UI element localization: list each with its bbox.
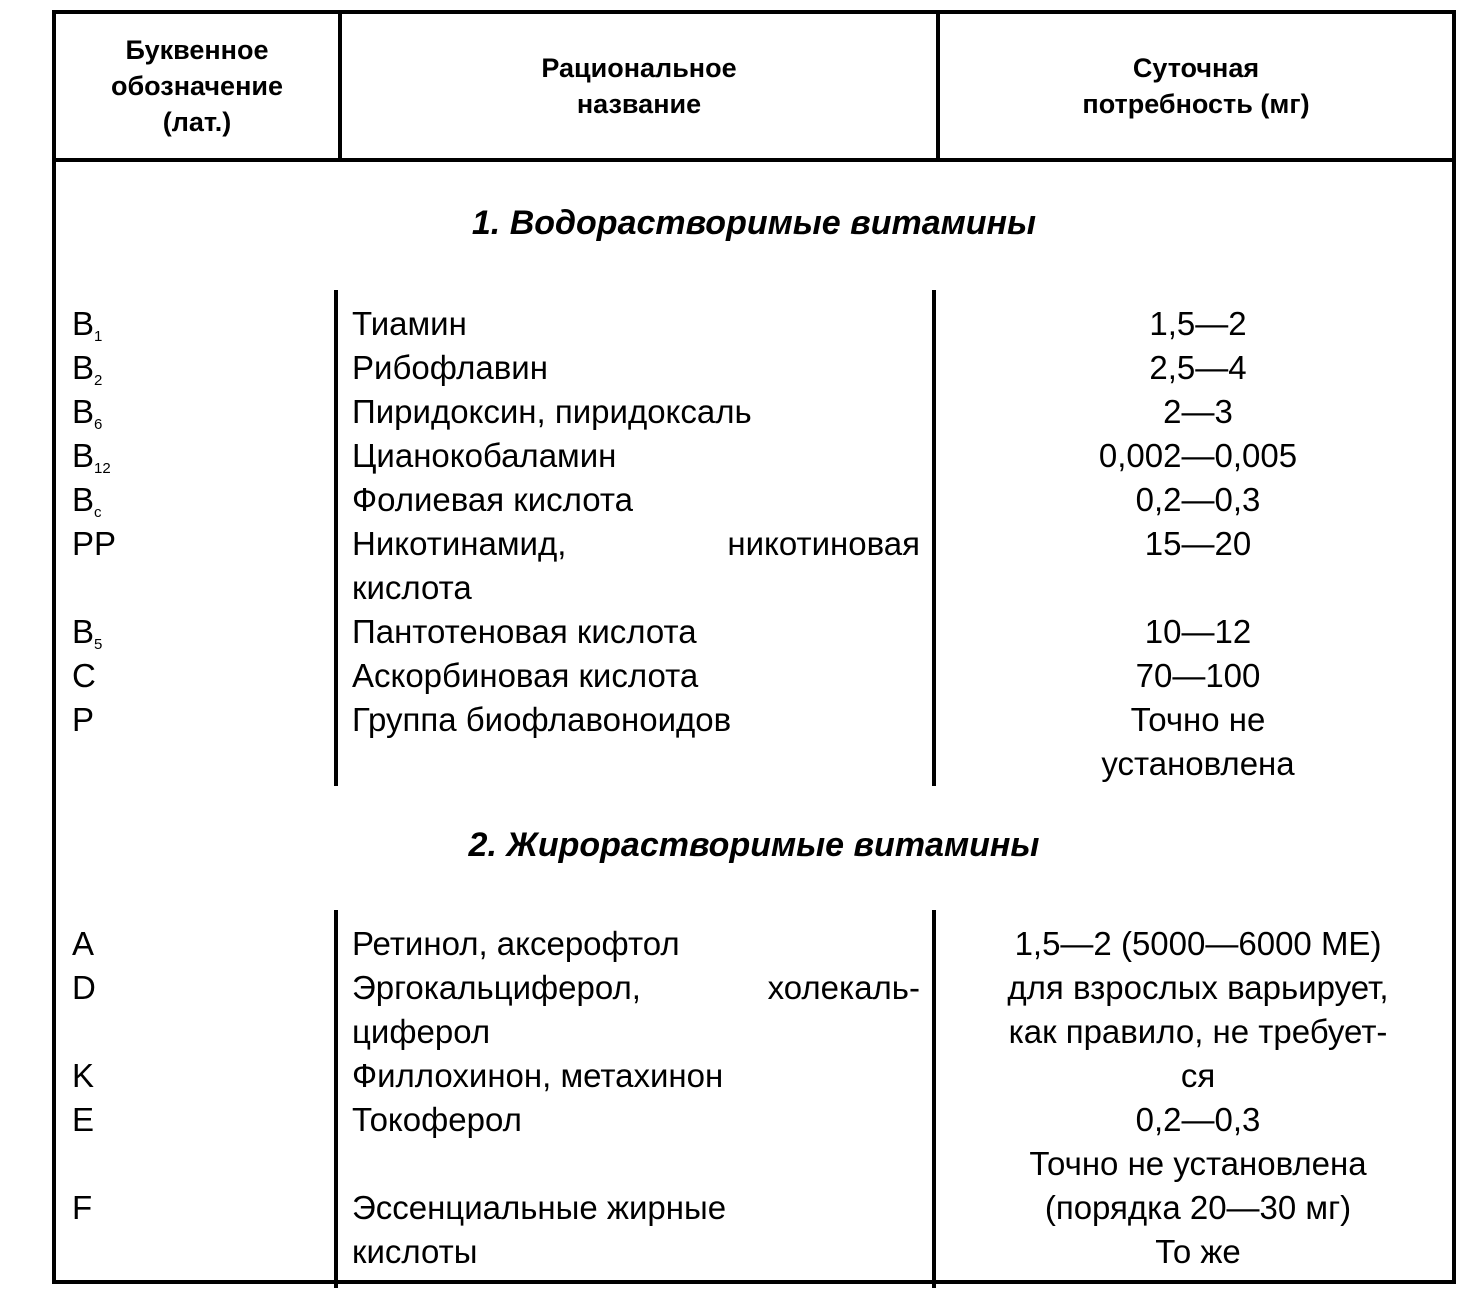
vitamin-table [52, 10, 1456, 1284]
daily-dose: 0,2—0,3 [1135, 1101, 1261, 1138]
table-row [56, 478, 1452, 522]
daily-dose-line: установлена [1101, 745, 1295, 782]
vitamin-name: Ретинол, аксерофтол [352, 925, 680, 962]
table-row [56, 1054, 1452, 1098]
vitamin-code: D [72, 969, 96, 1006]
table-header [56, 14, 1452, 162]
daily-dose: 70—100 [1135, 657, 1261, 694]
header-daily-requirement: Суточная потребность (мг) [936, 14, 1452, 158]
daily-dose [940, 966, 1456, 1054]
vitamin-name: Пантотеновая кислота [352, 613, 697, 650]
header-letter-designation: Буквенное обозначение (лат.) [111, 35, 283, 137]
vitamin-name [352, 966, 920, 1054]
vitamin-code: PP [72, 525, 117, 562]
daily-dose: 1,5—2 [1149, 305, 1247, 342]
vitamin-code: $B_c$ [72, 481, 102, 521]
table-row [56, 522, 1452, 610]
table-row [56, 922, 1452, 966]
vitamin-code: K [72, 1057, 95, 1094]
vitamin-name-line: кислота [352, 569, 472, 606]
table-row [56, 1098, 1452, 1142]
section-title-water-soluble: 1. Водорастворимые витамины [471, 204, 1037, 242]
table-row [56, 654, 1452, 698]
vitamin-code: E [72, 1101, 95, 1138]
daily-dose: То же [1155, 1233, 1241, 1270]
vitamin-code: $B_{12}$ [72, 437, 111, 477]
table-row [56, 966, 1452, 1054]
daily-dose: 0,2—0,3 [1135, 481, 1261, 518]
daily-dose [940, 698, 1456, 786]
daily-dose-line: как правило, не требует- [1008, 1013, 1388, 1050]
daily-dose: 2,5—4 [1149, 349, 1247, 386]
daily-dose: 1,5—2 (5000—6000 МЕ) [1014, 925, 1382, 962]
vitamin-name: Аскорбиновая кислота [352, 657, 699, 694]
vitamin-name-line: Никотинамид, никотиновая [352, 525, 920, 562]
daily-dose: 15—20 [1144, 525, 1252, 562]
table-row [56, 698, 1452, 786]
daily-dose-line: Точно не [1130, 701, 1266, 738]
vitamin-code: $B_1$ [72, 305, 103, 345]
table-row [56, 1230, 1452, 1274]
vitamin-name: Группа биофлавоноидов [352, 701, 732, 738]
vitamin-name: Тиамин [352, 305, 467, 342]
table-row [56, 302, 1452, 346]
table-row [56, 1142, 1452, 1186]
daily-dose: ся [1180, 1057, 1216, 1094]
vitamin-code: C [72, 657, 96, 694]
vitamin-name: кислоты [352, 1233, 478, 1270]
vitamin-name: Филлохинон, метахинон [352, 1057, 724, 1094]
vitamin-code: $B_5$ [72, 613, 103, 653]
vitamin-name: Токоферол [352, 1101, 522, 1138]
table-row [56, 390, 1452, 434]
vitamin-name [352, 522, 920, 610]
vitamin-name: Пиридоксин, пиридоксаль [352, 393, 752, 430]
vitamin-code: $B_2$ [72, 349, 103, 389]
vitamin-code: $B_6$ [72, 393, 103, 433]
vitamin-name-line: Эргокальциферол, холекаль- [352, 969, 920, 1006]
daily-dose: 0,002—0,005 [1098, 437, 1298, 474]
vitamin-name-line: циферол [352, 1013, 491, 1050]
vitamin-code: F [72, 1189, 93, 1226]
vitamin-name: Рибофлавин [352, 349, 548, 386]
table-row [56, 434, 1452, 478]
daily-dose: 10—12 [1144, 613, 1252, 650]
vitamin-name: Цианокобаламин [352, 437, 617, 474]
daily-dose: (порядка 20—30 мг) [1044, 1189, 1352, 1226]
daily-dose-line: для взрослых варьирует, [1007, 969, 1389, 1006]
table-row [56, 610, 1452, 654]
table-row [56, 1186, 1452, 1230]
vitamin-name: Фолиевая кислота [352, 481, 634, 518]
daily-dose: 2—3 [1163, 393, 1233, 430]
daily-dose: Точно не установлена [1029, 1145, 1367, 1182]
fat-soluble-rows [56, 922, 1452, 1274]
vitamin-code: A [72, 925, 95, 962]
vitamin-name: Эссенциальные жирные [352, 1189, 727, 1226]
vitamin-code: P [72, 701, 95, 738]
section-title-fat-soluble: 2. Жирорастворимые витамины [468, 826, 1040, 864]
header-rational-name: Рациональное название [338, 14, 936, 158]
table-row [56, 346, 1452, 390]
water-soluble-rows [56, 302, 1452, 786]
